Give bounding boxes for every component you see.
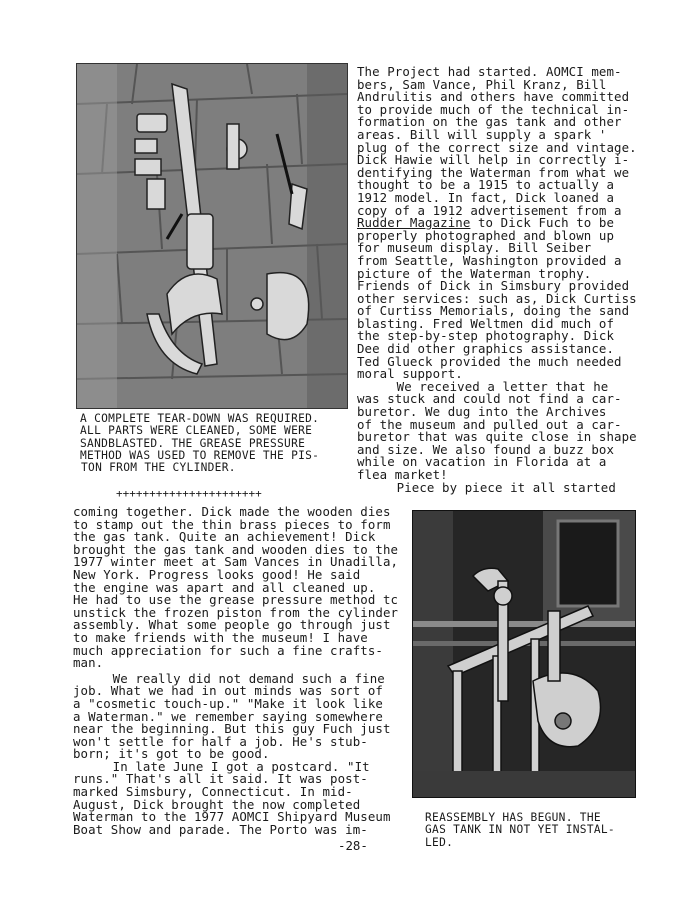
caption-line: LED. — [425, 835, 454, 849]
text-line: Friends of Dick in Simsbury provided — [357, 278, 630, 294]
caption-line: REASSEMBLY HAS BEGUN. THE — [425, 811, 601, 824]
text-line: coming together. Dick made the wooden dies — [73, 504, 391, 519]
text-line: to make friends with the museum! I have — [73, 629, 368, 645]
text-line: to stamp out the thin brass pieces to form — [73, 516, 391, 532]
magazine-title: Rudder Magazine — [357, 215, 471, 231]
text-line: runs." That's all it said. It was post- — [73, 771, 368, 787]
text-line: born; it's got to be good. — [73, 746, 270, 762]
text-line: other services: such as, Dick Curtiss — [357, 290, 637, 306]
right-column-text — [357, 66, 647, 494]
text-line: Waterman to the 1977 AOMCI Shipyard Museum — [73, 809, 391, 825]
text-line: plug of the correct size and vintage. — [357, 139, 637, 155]
text-segment: to Dick Fuch to be — [470, 215, 615, 231]
text-line: We really did not demand such a fine — [112, 670, 385, 686]
text-line: job. What we had in out minds was sort of — [73, 683, 383, 699]
text-line: assembly. What some people go through just — [73, 617, 391, 633]
photo2-illustration — [413, 511, 635, 797]
caption-line: ALL PARTS WERE CLEANED, SOME WERE — [80, 424, 313, 438]
text-line: of the museum and pulled out a car- — [357, 416, 622, 432]
caption-line: GAS TANK IN NOT YET INSTAL- — [425, 823, 615, 837]
text-line: Andrulitis and others have committed — [357, 89, 630, 105]
text-line: flea market! — [357, 467, 448, 482]
text-line: Ted Glueck provided the much needed — [357, 353, 622, 369]
text-line: August, Dick brought the now completed — [73, 796, 361, 812]
text-line: while on vacation in Florida at a — [357, 454, 607, 470]
text-line: near the beginning. But this guy Fuch just — [73, 721, 391, 737]
text-line: unstick the frozen piston from the cylinder — [73, 604, 399, 620]
text-line: won't settle for half a job. He's stub- — [73, 733, 368, 749]
text-line: properly photographed and blown up — [357, 227, 615, 243]
text-line: brought the gas tank and wooden dies to the — [73, 541, 399, 557]
text-line: New York. Progress looks good! He said — [73, 566, 361, 582]
caption-line: TON FROM THE CYLINDER. — [81, 461, 236, 475]
text-line: the engine was apart and all cleaned up. — [73, 579, 376, 595]
text-line: In late June I got a postcard. "It — [112, 758, 370, 774]
text-line: thought to be a 1915 to actually a — [357, 177, 615, 193]
text-line: 1977 winter meet at Sam Vances in Unadilla, — [73, 554, 399, 570]
caption-line: METHOD WAS USED TO REMOVE THE PIS- — [80, 448, 320, 462]
text-line: Piece by piece it all started — [396, 479, 616, 495]
text-line: marked Simsbury, Connecticut. In mid- — [73, 784, 353, 800]
text-line: We received a letter that he — [396, 378, 609, 394]
caption-line: A COMPLETE TEAR-DOWN WAS REQUIRED. — [80, 412, 320, 425]
photo1-illustration — [77, 64, 347, 408]
text-line: blasting. Fred Weltmen did much of — [357, 315, 615, 331]
left-column-text — [73, 506, 408, 836]
text-line: man. — [73, 655, 104, 671]
photo1-caption — [80, 413, 350, 474]
text-line: a "cosmetic touch-up." "Make it look like — [73, 695, 383, 711]
text-line: Dick Hawie will help in correctly i- — [357, 152, 630, 168]
caption-line: SANDBLASTED. THE GREASE PRESSURE — [80, 436, 306, 450]
text-line: and size. We also found a buzz box — [357, 441, 615, 457]
text-line: to provide much of the technical in- — [357, 101, 630, 117]
text-line: the gas tank. Quite an achievement! Dick — [73, 529, 376, 545]
text-line: Dee did other graphics assistance. — [357, 341, 615, 357]
text-line: bers, Sam Vance, Phil Kranz, Bill — [357, 76, 607, 92]
text-line: for museum display. Bill Seiber — [357, 240, 592, 256]
text-line: formation on the gas tank and other — [357, 114, 622, 130]
text-line: moral support. — [357, 366, 463, 382]
motor-on-stand-photo — [412, 510, 636, 798]
text-line: picture of the Waterman trophy. — [357, 265, 592, 281]
text-line: areas. Bill will supply a spark ' — [357, 126, 607, 142]
text-line: copy of a 1912 advertisement from a — [357, 202, 622, 218]
photo2-caption — [425, 812, 645, 849]
text-line: The Project had started. AOMCI mem- — [357, 64, 622, 79]
text-line: of Curtiss Memorials, doing the sand — [357, 303, 630, 319]
outboard-motor-parts-photo — [76, 63, 348, 409]
text-line: buretor. We dug into the Archives — [357, 404, 607, 420]
text-line: the step-by-step photography. Dick — [357, 328, 615, 344]
text-line: Boat Show and parade. The Porto was im- — [73, 821, 368, 837]
page-number: -28- — [338, 838, 368, 853]
text-line: from Seattle, Washington provided a — [357, 252, 622, 268]
text-line: 1912 model. In fact, Dick loaned a — [357, 189, 615, 205]
text-line: dentifying the Waterman from what we — [357, 164, 630, 180]
text-line: a Waterman." we remember saying somewhere — [73, 708, 383, 724]
section-divider: ++++++++++++++++++++++ — [116, 487, 262, 500]
text-line: He had to use the grease pressure method tc — [73, 592, 399, 608]
text-line: buretor that was quite close in shape — [357, 429, 637, 445]
text-line: much appreciation for such a fine crafts- — [73, 642, 383, 658]
text-line: was stuck and could not find a car- — [357, 391, 622, 407]
